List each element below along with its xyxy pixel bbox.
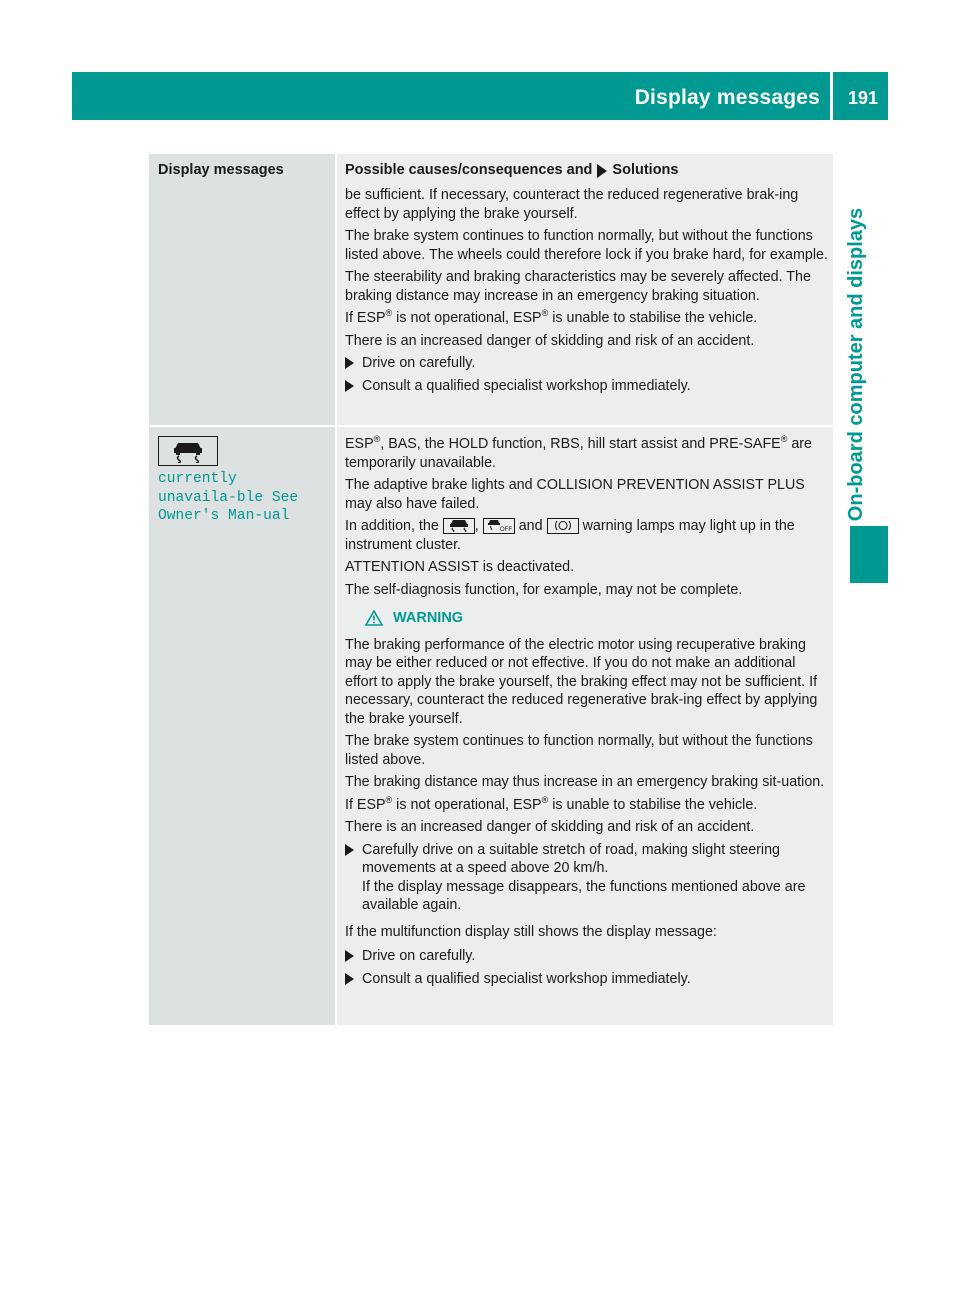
col-header-display-messages: Display messages bbox=[158, 162, 284, 178]
page-title: Display messages bbox=[634, 86, 820, 109]
brake-warning-lamp-icon bbox=[547, 518, 579, 534]
paragraph: There is an increased danger of skidding and risk of an accident. bbox=[345, 332, 755, 349]
warning-heading: WARNING bbox=[365, 609, 829, 628]
side-tab-marker bbox=[850, 526, 888, 583]
paragraph: The adaptive brake lights and COLLISION PREVENTION ASSIST PLUS may also have failed. bbox=[345, 477, 805, 512]
display-messages-table bbox=[149, 154, 833, 1025]
paragraph: The steerability and braking characteristics may be severely affected. The braking distance may increase in an emergency braking situation. bbox=[345, 269, 811, 304]
paragraph: The braking distance may thus increase in an emergency braking sit-uation. bbox=[345, 774, 825, 790]
svg-text:OFF: OFF bbox=[499, 527, 512, 533]
paragraph: be sufficient. If necessary, counteract the reduced regenerative brak-ing effect by applying the brake yourself. bbox=[345, 187, 799, 222]
side-tab bbox=[844, 158, 870, 570]
header-bar bbox=[72, 72, 888, 120]
warning-triangle-icon bbox=[365, 610, 383, 626]
bullet-arrow-icon bbox=[345, 950, 354, 962]
paragraph: ATTENTION ASSIST is deactivated. bbox=[345, 559, 575, 575]
side-tab-label: On-board computer and displays bbox=[845, 207, 868, 521]
bullet-arrow-icon bbox=[345, 973, 354, 985]
paragraph: The brake system continues to function normally, but without the functions listed above. bbox=[345, 733, 813, 768]
row2-content bbox=[345, 435, 829, 992]
col-header-causes: Possible causes/consequences and Solutions bbox=[345, 162, 679, 178]
solution-arrow-icon bbox=[597, 164, 607, 178]
esp-off-lamp-icon bbox=[483, 518, 515, 534]
bullet-arrow-icon bbox=[345, 357, 354, 369]
bullet-arrow-icon bbox=[345, 844, 354, 856]
paragraph: The braking performance of the electric motor using recuperative braking may be either reduced or not effective. If you do not make an additional effort to apply the brake yourself, the braking effect may not be sufficient. If necessary, counteract the reduced regenerative brak-ing effect by applying the brake yourself. bbox=[345, 636, 818, 727]
skid-car-icon bbox=[158, 436, 218, 466]
paragraph: If ESP® is not operational, ESP® is unable to stabilise the vehicle. bbox=[345, 308, 758, 326]
list-item: Drive on carefully. bbox=[345, 947, 829, 966]
left-column bbox=[149, 154, 335, 1025]
list-item: Consult a qualified specialist workshop immediately. bbox=[345, 970, 829, 989]
paragraph: In addition, the , OFF and warning lamps may light up in the instrument cluster. bbox=[345, 518, 795, 553]
paragraph: There is an increased danger of skidding and risk of an accident. bbox=[345, 819, 755, 835]
paragraph: If the multifunction display still shows the display message: bbox=[345, 923, 717, 940]
paragraph: ESP®, BAS, the HOLD function, RBS, hill start assist and PRE-SAFE® are temporarily unavailable. bbox=[345, 434, 812, 471]
page-number: 191 bbox=[847, 88, 878, 108]
list-item: Carefully drive on a suitable stretch of road, making slight steering movements at a speed above 20 km/h. If the display message disappears, the functions mentioned above are available again. bbox=[345, 841, 829, 915]
paragraph: If ESP® is not operational, ESP® is unable to stabilise the vehicle. bbox=[345, 794, 758, 813]
header-divider bbox=[830, 72, 833, 120]
paragraph: The brake system continues to function normally, but without the functions listed above. The wheels could therefore lock if you brake hard, for example. bbox=[345, 228, 828, 263]
row-divider bbox=[149, 425, 833, 427]
paragraph: The self-diagnosis function, for example, may not be complete. bbox=[345, 581, 743, 598]
row1-content bbox=[345, 186, 829, 399]
display-message-text: currently unavaila‑ble See Owner's Man‑ual bbox=[158, 471, 299, 524]
list-item: Drive on carefully. bbox=[345, 354, 829, 373]
bullet-arrow-icon bbox=[345, 380, 354, 392]
list-item: Consult a qualified specialist workshop immediately. bbox=[345, 377, 829, 396]
skid-car-lamp-icon bbox=[443, 518, 475, 534]
